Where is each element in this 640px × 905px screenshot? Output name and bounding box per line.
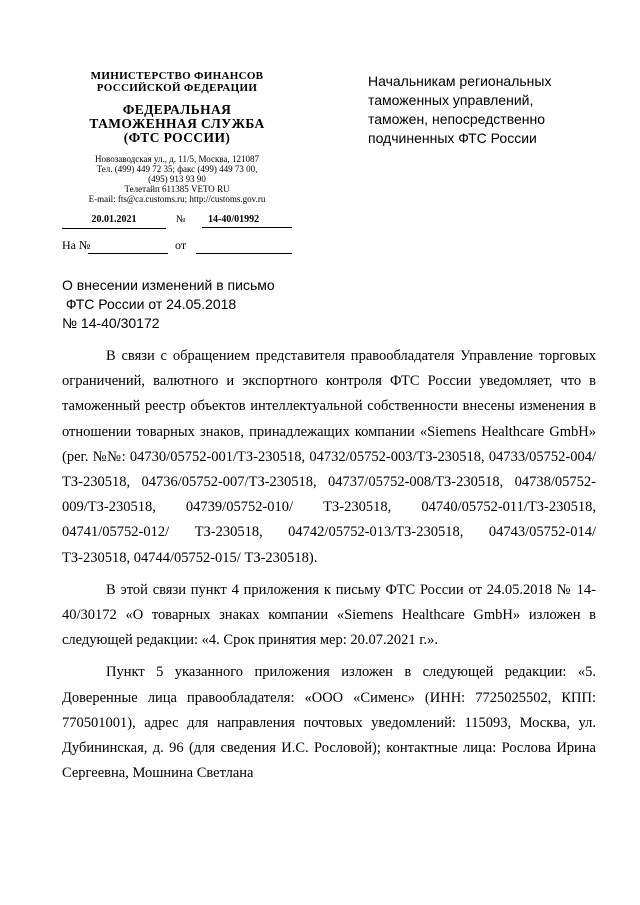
registration-date: 20.01.2021 <box>62 214 166 229</box>
reference-line <box>62 238 292 256</box>
contact-details <box>58 154 296 204</box>
teletype-line: Телетайп 611385 VETO RU <box>124 184 230 194</box>
subject-line-1: О внесении изменений в письмо <box>62 277 275 293</box>
addressee-line-2: таможенных управлений, <box>368 92 534 108</box>
service-line-2: ТАМОЖЕННАЯ СЛУЖБА <box>89 116 265 131</box>
registration-number: 14-40/01992 <box>202 214 292 228</box>
letter-body <box>62 344 596 793</box>
letterhead <box>58 70 296 204</box>
body-paragraph-2: В этой связи пункт 4 приложения к письму ФТС России от 24.05.2018 № 14-40/30172 «О товарных знаках компании «Siemens Healthcare GmbH» изложен в следующей редакции: «4. Срок принятия мер: 20.07.2021 г.». <box>62 581 596 649</box>
subject-line-2: ФТС России от 24.05.2018 <box>62 296 237 312</box>
reference-number-blank <box>88 253 168 254</box>
phone-line-2: (495) 913 93 90 <box>148 174 206 184</box>
ministry-line-2: РОССИЙСКОЙ ФЕДЕРАЦИИ <box>96 82 258 94</box>
address-line: Новозаводская ул., д. 11/5, Москва, 121087 <box>95 154 259 164</box>
reference-date-label: от <box>175 238 187 252</box>
email-line: E-mail: fts@ca.customs.ru; http://customs.gov.ru <box>88 194 266 204</box>
addressee-block <box>368 72 608 148</box>
number-sign: № <box>176 214 186 225</box>
addressee-line-1: Начальникам региональных <box>368 73 552 89</box>
body-paragraph-3: Пункт 5 указанного приложения изложен в следующей редакции: «5. Доверенные лица правообладателя: «ООО «Сименс» (ИНН: 7725025502, КПП: 770501001), адрес для направления почтовых уведомлений: 115093, Москва, ул. Дубининская, д. 96 (для сведения И.С. Рословой); контактные лица: Рослова Ирина Сергеевна, Мошнина Светлана <box>62 664 596 782</box>
registration-line <box>62 214 292 230</box>
ministry-name <box>58 70 296 94</box>
service-line-3: (ФТС РОССИИ) <box>123 130 231 145</box>
body-paragraph-1: В связи с обращением представителя правообладателя Управление торговых ограничений, валютного и экспортного контроля ФТС России уведомляет, что в таможенный реестр объектов интеллектуальной собственности внесены изменения в отношении товарных знаков, принадлежащих компании «Siemens Healthcare GmbH» (рег. №№: 04730/05752-001/ТЗ-230518, 04732/05752-003/ТЗ-230518, 04733/05752-004/ТЗ-230518, 04736/05752-007/ТЗ-230518, 04737/05752-008/ТЗ-230518, 04738/05752-009/ТЗ-230518, 04739/05752-010/ ТЗ-230518, 04740/05752-011/ТЗ-230518, 04741/05752-012/ ТЗ-230518, 04742/05752-013/ТЗ-230518, 04743/05752-014/ТЗ-230518, 04744/05752-015/ ТЗ-230518). <box>62 348 596 566</box>
service-name <box>58 103 296 145</box>
reference-number-label: На № <box>62 238 91 252</box>
addressee-line-4: подчиненных ФТС России <box>368 130 537 146</box>
phone-line: Тел. (499) 449 72 35; факс (499) 449 73 00, <box>96 164 258 174</box>
ministry-line-1: МИНИСТЕРСТВО ФИНАНСОВ <box>90 70 264 82</box>
reference-date-blank <box>196 253 292 254</box>
subject-block <box>62 276 362 333</box>
service-line-1: ФЕДЕРАЛЬНАЯ <box>122 102 232 117</box>
subject-line-3: № 14-40/30172 <box>62 315 160 331</box>
addressee-line-3: таможен, непосредственно <box>368 111 546 127</box>
